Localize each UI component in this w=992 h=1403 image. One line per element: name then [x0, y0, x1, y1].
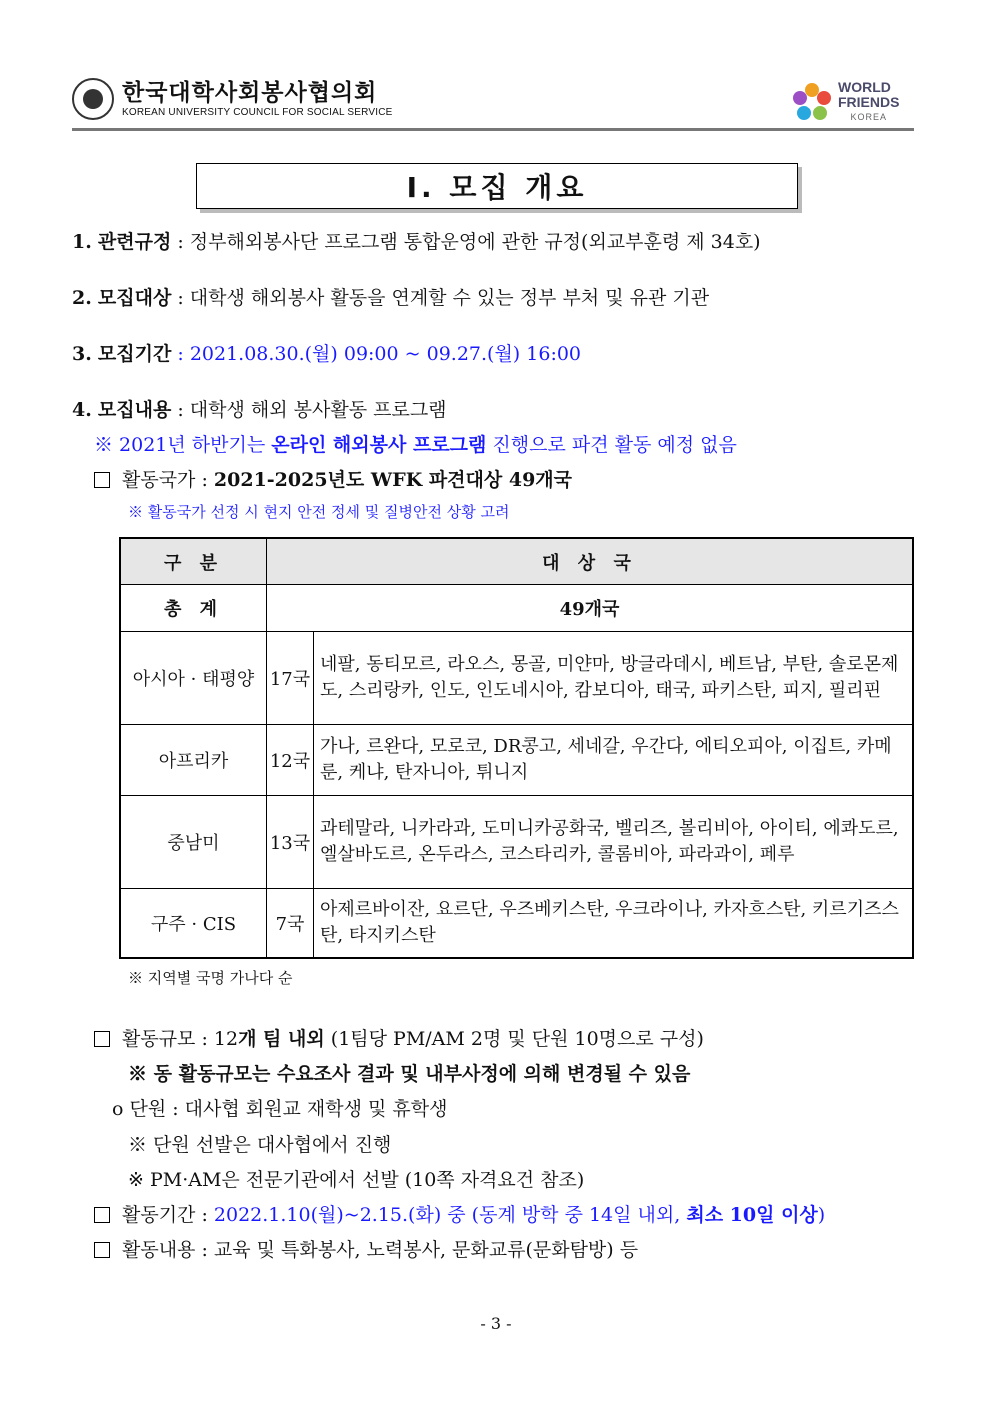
- countries-cell: 과테말라, 니카라과, 도미니카공화국, 벨리즈, 볼리비아, 아이티, 에콰도르, 엘살바도르, 온두라스, 코스타리카, 콜롬비아, 파라과이, 페루: [314, 796, 914, 889]
- region-cell: 중남미: [120, 796, 267, 889]
- table-row: [120, 632, 913, 725]
- item-label: 모집내용: [97, 399, 172, 421]
- checkbox-icon: [94, 472, 110, 488]
- period-label: 활동기간 :: [122, 1204, 208, 1226]
- scale-detail: (1팀당 PM/AM 2명 및 단원 10명으로 구성): [330, 1028, 704, 1050]
- checkbox-icon: [94, 1031, 110, 1047]
- period-emphasis: 최소 10일 이상: [686, 1204, 818, 1226]
- countries-cell: 아제르바이잔, 요르단, 우즈베키스탄, 우크라이나, 카자흐스탄, 키르기즈스탄, 타지키스탄: [314, 889, 914, 959]
- item-number: 2.: [72, 287, 92, 309]
- header-region: 구 분: [120, 538, 267, 585]
- item-regulation: [72, 229, 761, 255]
- notice-prefix: ※ 2021년 하반기는: [94, 434, 266, 456]
- region-cell: 아시아 · 태평양: [120, 632, 267, 725]
- org-seal-icon: [72, 78, 114, 120]
- item-sep: :: [177, 343, 184, 365]
- countries-label: 활동국가 :: [122, 469, 208, 491]
- item-target: [72, 285, 709, 311]
- period-value: 2022.1.10(월)~2.15.(화) 중: [213, 1204, 466, 1226]
- org-name-en: KOREAN UNIVERSITY COUNCIL FOR SOCIAL SERVICE: [122, 106, 393, 118]
- countries-cell: 가나, 르완다, 모로코, DR콩고, 세네갈, 우간다, 에티오피아, 이집트, 카메룬, 케냐, 탄자니아, 튀니지: [314, 725, 914, 796]
- online-notice: [94, 432, 737, 458]
- world-friends-flower-icon: [790, 81, 834, 125]
- countries-note: ※ 활동국가 선정 시 현지 안전 정세 및 질병안전 상황 고려: [128, 503, 510, 521]
- scale-note: ※ 동 활동규모는 수요조사 결과 및 내부사정에 의해 변경될 수 있음: [128, 1063, 691, 1085]
- countries-value: 2021-2025년도 WFK 파견대상 49개국: [213, 469, 573, 491]
- org-name-ko: 한국대학사회봉사협의회: [122, 79, 378, 106]
- item-number: 3.: [72, 343, 92, 365]
- header-target: 대 상 국: [267, 538, 914, 585]
- count-cell: 7국: [267, 889, 314, 959]
- item-text: : 대학생 해외봉사 활동을 연계할 수 있는 정부 부처 및 유관 기관: [177, 287, 710, 309]
- item-label: 관련규정: [97, 231, 172, 253]
- item-number: 1.: [72, 231, 92, 253]
- partner-name-line1: WORLD: [838, 79, 891, 95]
- org-logo: [72, 76, 393, 122]
- checkbox-icon: [94, 1242, 110, 1258]
- notice-emphasis: 온라인 해외봉사 프로그램: [271, 434, 487, 456]
- total-value: 49개국: [267, 585, 914, 632]
- notice-suffix: 진행으로 파견 활동 예정 없음: [492, 434, 737, 456]
- activity-countries: [94, 467, 572, 493]
- table-row: [120, 796, 913, 889]
- activity-content: [94, 1237, 638, 1263]
- members-note-1: ※ 단원 선발은 대사협에서 진행: [128, 1134, 392, 1156]
- activity-text: 활동내용 : 교육 및 특화봉사, 노력봉사, 문화교류(문화탐방) 등: [122, 1239, 639, 1261]
- region-cell: 아프리카: [120, 725, 267, 796]
- checkbox-icon: [94, 1207, 110, 1223]
- members-note-2: ※ PM·AM은 전문기관에서 선발 (10쪽 자격요건 참조): [128, 1169, 585, 1191]
- item-label: 모집대상: [97, 287, 172, 309]
- total-label: 총 계: [120, 585, 267, 632]
- activity-scale: [94, 1026, 704, 1052]
- item-text: : 대학생 해외 봉사활동 프로그램: [177, 399, 447, 421]
- region-cell: 구주 · CIS: [120, 889, 267, 959]
- section-title: Ⅰ. 모집 개요: [196, 163, 798, 209]
- count-cell: 12국: [267, 725, 314, 796]
- item-number: 4.: [72, 399, 92, 421]
- item-label: 모집기간: [97, 343, 172, 365]
- header-divider: [72, 128, 914, 131]
- period-close: ): [817, 1204, 826, 1226]
- country-table: [119, 537, 914, 959]
- item-content: [72, 397, 447, 423]
- count-cell: 13국: [267, 796, 314, 889]
- scale-label: 활동규모 : 12: [122, 1028, 239, 1050]
- page-number: - 3 -: [480, 1314, 512, 1333]
- partner-name-line2: FRIENDS: [838, 94, 900, 110]
- item-text: : 정부해외봉사단 프로그램 통합운영에 관한 규정(외교부훈령 제 34호): [177, 231, 761, 253]
- partner-name-line3: KOREA: [850, 112, 887, 122]
- members: o 단원 : 대사협 회원교 재학생 및 휴학생: [112, 1098, 448, 1120]
- countries-cell: 네팔, 동티모르, 라오스, 몽골, 미얀마, 방글라데시, 베트남, 부탄, 솔로몬제도, 스리랑카, 인도, 인도네시아, 캄보디아, 태국, 파키스탄, 피지, 필리핀: [314, 632, 914, 725]
- table-row: [120, 725, 913, 796]
- period-paren: (동계 방학 중 14일 내외,: [471, 1204, 681, 1226]
- world-friends-logo: [790, 80, 899, 125]
- table-row: [120, 889, 913, 959]
- table-header-row: [120, 538, 913, 585]
- table-total-row: [120, 585, 913, 632]
- item-period: [72, 341, 581, 367]
- scale-emphasis: 개 팀 내외: [238, 1028, 325, 1050]
- activity-period: [94, 1202, 825, 1228]
- count-cell: 17국: [267, 632, 314, 725]
- item-text: 2021.08.30.(월) 09:00 ~ 09.27.(월) 16:00: [189, 343, 582, 365]
- table-footnote: ※ 지역별 국명 가나다 순: [128, 969, 293, 987]
